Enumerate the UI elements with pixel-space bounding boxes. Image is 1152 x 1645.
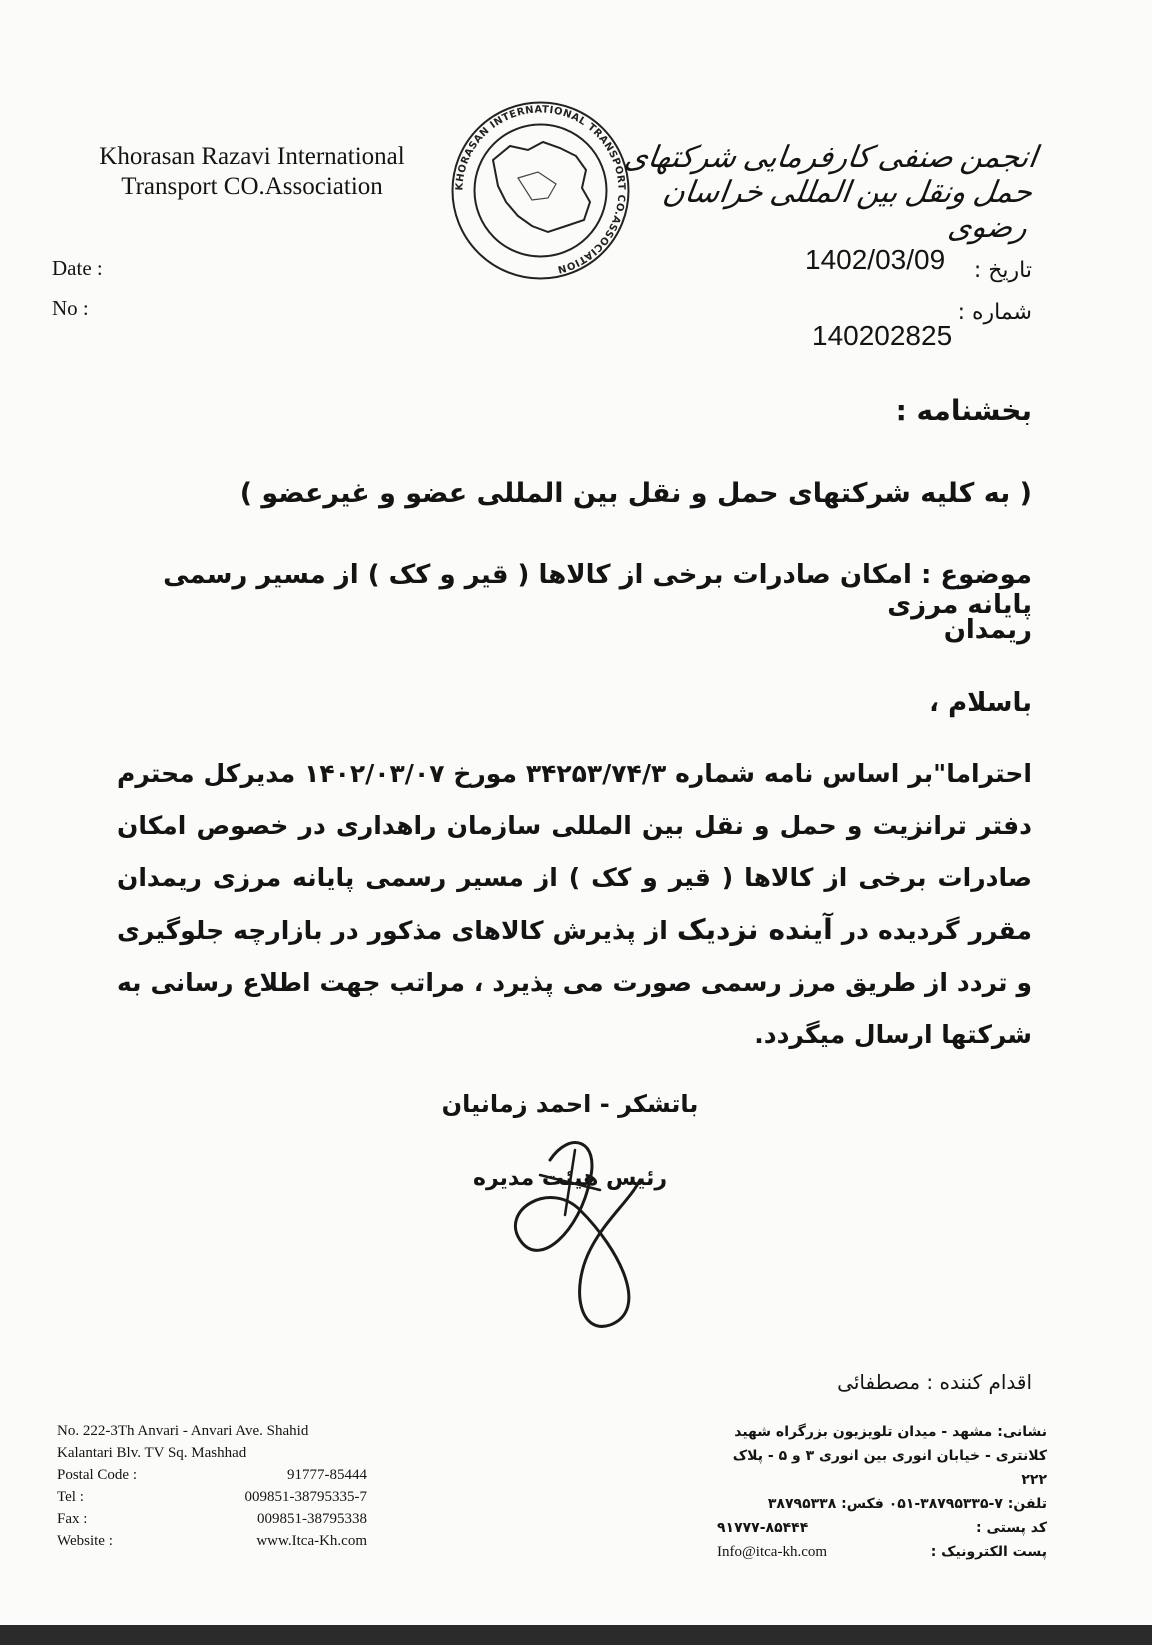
- subject-continuation: ریمدان: [943, 615, 1032, 645]
- scan-edge: [0, 1625, 1152, 1645]
- svg-text:KHORASAN INTERNATIONAL TRANSPO: [454, 104, 626, 274]
- signer-role: رئیس هیئت مدیره: [472, 1166, 668, 1191]
- website-label: Website :: [57, 1533, 113, 1549]
- persian-address-line2: کلانتری - خیابان انوری بین انوری ۳ و ۵ - پلاک ۲۲۲: [732, 1448, 1047, 1488]
- persian-address-line1: نشانی: مشهد - میدان تلویزیون بزرگراه شهید: [734, 1424, 1047, 1440]
- date-value: 1402/03/09: [805, 244, 946, 275]
- english-date-label: Date :: [52, 256, 103, 280]
- handwritten-signature: [480, 1120, 680, 1340]
- website-value: www.Itca-Kh.com: [256, 1533, 367, 1549]
- postal-code-label: Postal Code :: [57, 1467, 138, 1483]
- persian-postal-value: ۹۱۷۷۷-۸۵۴۴۴: [717, 1520, 809, 1536]
- association-seal-logo: [448, 98, 633, 283]
- seal-ring-text: KHORASAN INTERNATIONAL TRANSPORT CO.ASSOCIATION: [454, 104, 627, 275]
- telephone-label: Tel :: [57, 1489, 84, 1505]
- email-value: Info@itca-kh.com: [717, 1544, 828, 1560]
- subject-line: موضوع : امکان صادرات برخی از کالاها ( قیر و کک ) از مسیر رسمی پایانه مرزی: [163, 560, 1032, 620]
- english-contact-footer: [57, 1420, 367, 1552]
- iran-map-icon: [493, 142, 590, 232]
- persian-contact-footer: [717, 1420, 1047, 1564]
- english-address-line1: No. 222-3Th Anvari - Anvari Ave. Shahid: [57, 1423, 309, 1439]
- fax-row: [57, 1508, 367, 1530]
- persian-email-label: پست الکترونیک :: [930, 1544, 1047, 1560]
- english-number-label: No :: [52, 296, 89, 320]
- prepared-by: اقدام کننده : مصطفائی: [837, 1370, 1032, 1394]
- persian-email-row: [717, 1540, 1047, 1564]
- signer-name: باتشکر - احمد زمانیان: [441, 1090, 699, 1118]
- website-row: [57, 1530, 367, 1552]
- telephone-value: 009851-38795335-7: [244, 1489, 367, 1505]
- number-value: 140202825: [812, 320, 953, 351]
- persian-number-label: شماره :: [957, 300, 1032, 325]
- persian-postal-row: [717, 1516, 1047, 1540]
- postal-code-row: [57, 1464, 367, 1486]
- english-name-line1: Khorasan Razavi International: [99, 143, 405, 170]
- persian-organization-name: انجمن صنفی کارفرمایی شرکتهای حمل ونقل بین المللی خراسان رضوی: [622, 141, 1040, 244]
- fax-label: Fax :: [57, 1511, 88, 1527]
- persian-date-label: تاریخ :: [973, 258, 1032, 283]
- body-emphasis: آینده نزدیک: [676, 913, 833, 946]
- english-organization-name: [52, 142, 452, 202]
- fax-value: 009851-38795338: [257, 1511, 367, 1527]
- letter-body: [117, 748, 1032, 1061]
- telephone-row: [57, 1486, 367, 1508]
- body-text-part1: احتراما"بر اساس نامه شماره ۳۴۲۵۳/۷۴/۳ مورخ ۱۴۰۲/۰۳/۰۷ مدیرکل محترم دفتر ترانزیت و حمل و نقل بین المللی سازمان راهداری در خصوص امکان صادرات برخی از کالاها ( قیر و کک ) از مسیر رسمی پایانه مرزی ریمدان مقرر گردیده در: [117, 759, 1032, 945]
- postal-code-value: 91777-85444: [287, 1467, 367, 1483]
- body-text-part2: از پذیرش کالاهای مذکور در بازارچه جلوگیری و تردد از طریق مرز رسمی صورت می پذیرد ، مراتب جهت اطلاع رسانی به شرکتها ارسال میگردد.: [117, 916, 1032, 1049]
- persian-phone-line: تلفن: ۷-۳۸۷۹۵۳۳۵-۰۵۱ فکس: ۳۸۷۹۵۳۳۸: [767, 1496, 1047, 1512]
- greeting: باسلام ،: [929, 688, 1032, 718]
- english-name-line2: Transport CO.Association: [121, 173, 383, 200]
- recipients-line: ( به کلیه شرکتهای حمل و نقل بین المللی عضو و غیرعضو ): [239, 478, 1032, 509]
- persian-postal-label: کد پستی :: [976, 1520, 1047, 1536]
- circular-heading: بخشنامه :: [895, 394, 1032, 427]
- english-address-line2: Kalantari Blv. TV Sq. Mashhad: [57, 1445, 247, 1461]
